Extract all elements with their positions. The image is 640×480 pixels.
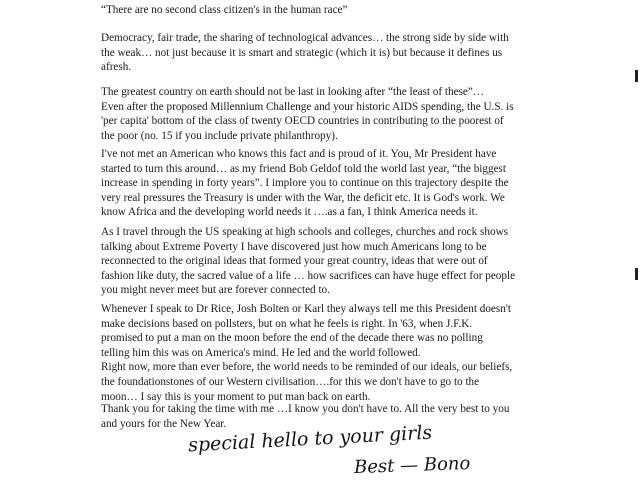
handwritten-note: special hello to your girls [187, 421, 433, 457]
quote-line: “There are no second class citizen's in the human race” [101, 4, 348, 16]
text-line: Democracy, fair trade, the sharing of technological advances… the strong side by side with [101, 32, 509, 44]
text-line: know Africa and the developing world needs it ….as a fan, I think America needs it. [101, 206, 478, 219]
text-line: the poor (no. 15 if you include private philanthropy). [101, 129, 338, 142]
text-line: the foundationstones of our Western civilisation….for this we don't have to go to the [101, 375, 480, 388]
text-line: Right now, more than ever before, the world needs to be reminded of our ideals, our beliefs, [101, 361, 513, 374]
text-line: The greatest country on earth should not be last in looking after “the least of these”… [101, 86, 485, 98]
paragraph-greatest-country [101, 85, 606, 143]
text-line: you might never meet but are forever connected to. [101, 284, 330, 297]
paragraph-travel [101, 225, 606, 298]
text-line: the weak… not just because it is smart and strategic (which it is) but because it defines us [101, 46, 503, 59]
text-line: promised to put a man on the moon before the end of the decade there was no polling [101, 332, 483, 345]
scan-edge-mark [635, 268, 638, 280]
opening-quote [101, 3, 606, 18]
text-line: make decisions based on pollsters, but on what he feels is right. In '63, when J.F.K. [101, 317, 473, 330]
text-line: talking about Extreme Poverty I have discovered just how much Americans long to be [101, 240, 487, 253]
text-line: reconnected to the original ideas that formed your great country, ideas that were out of [101, 255, 488, 268]
text-line: increase in spending in forty years”. I implore you to continue on this trajectory despite the [101, 177, 509, 190]
text-line: I've not met an American who knows this fact and is proud of it. You, Mr President have [101, 148, 497, 160]
text-line: moon… I say this is your moment to put man back on earth. [101, 390, 371, 403]
paragraph-american-fact [101, 147, 606, 220]
text-line: started to turn this around… as my friend Bob Geldof told the world last year, “the biggest [101, 162, 507, 175]
text-line: telling him this was on America's mind. He led and the world followed. [101, 346, 421, 359]
scan-edge-mark [635, 70, 638, 82]
text-line: Even after the proposed Millennium Challenge and your historic AIDS spending, the U.S. is [101, 100, 514, 113]
text-line: afresh. [101, 61, 132, 74]
text-line: and yours for the New Year. [101, 417, 227, 430]
text-line: As I travel through the US speaking at high schools and colleges, churches and rock shows [101, 226, 509, 238]
text-line: very real pressures the Treasury is under with the War, the deficit etc. It is God's work. We [101, 191, 505, 204]
paragraph-decisions [101, 302, 606, 404]
paragraph-democracy [101, 31, 606, 75]
text-line: 'per capita' bottom of the class of twenty OECD countries in contributing to the poorest of [101, 115, 504, 128]
handwritten-signature: Best — Bono [353, 452, 471, 479]
text-line: Thank you for taking the time with me …I know you don't have to. All the very best to you [101, 403, 510, 415]
text-line: fashion like duty, the sacred value of a life … how sacrifices can have huge effect for people [101, 269, 516, 282]
text-line: Whenever I speak to Dr Rice, Josh Bolten or Karl they always tell me this President doesn't [101, 303, 511, 315]
